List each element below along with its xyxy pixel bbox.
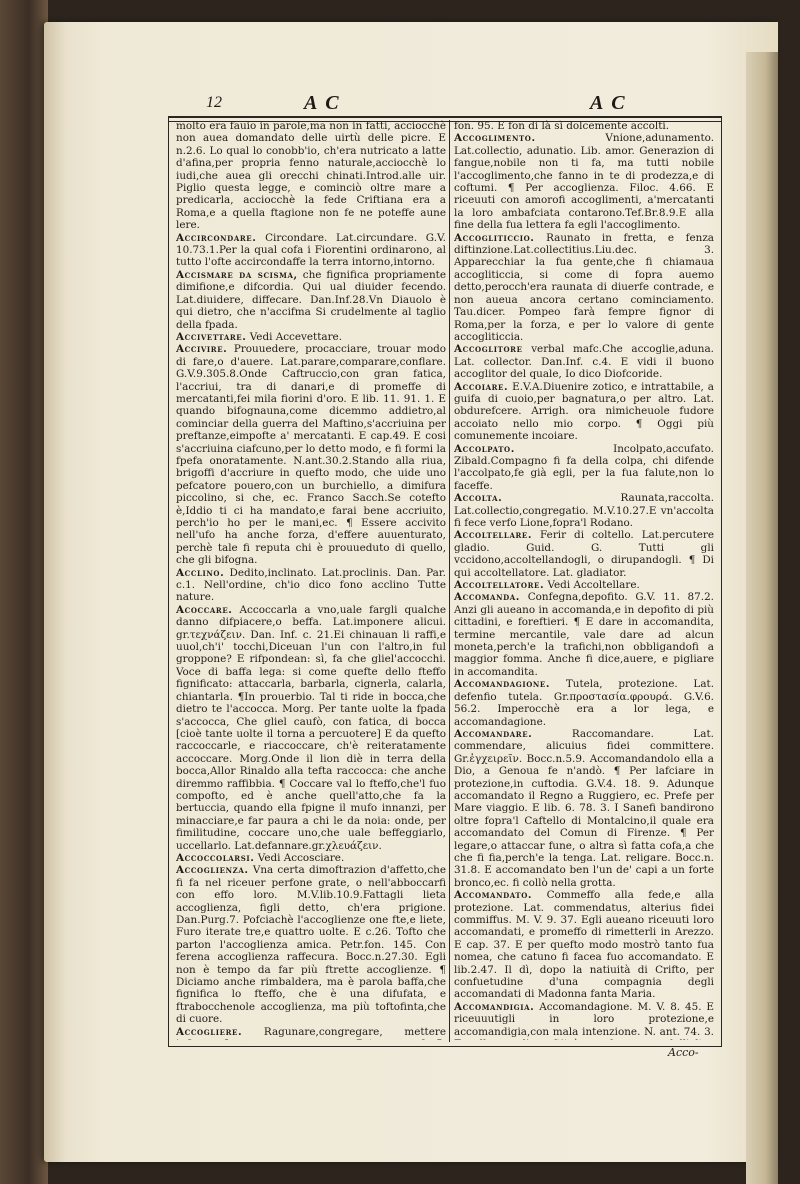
entry-headword: Accolpato. [454, 442, 515, 455]
entry-headword: Accoccolarsi. [176, 851, 255, 864]
dictionary-entry [454, 343, 714, 380]
entry-definition: Vedi Accevettare. [249, 330, 343, 343]
dictionary-entry [454, 579, 714, 591]
entry-definition: Raunato in fretta, e fenza diftinzione.Lat.collectitius.Liu.dec. 3. Apparecchiar la fua gente,che fi chiamaua accogliticcia, si come di fopra auemo detto,perocch'era raunata di diuerfe contrade, e non aueua ancora certano cominciamento. Tau.dicer. Pompeo farà fempre fignor di Roma,per la forza, e per lo valore di gente accogliticcia. [454, 231, 714, 343]
entry-definition: Confegna,depofito. G.V. 11. 87.2. Anzi gli aueano in accomanda,e in depofito di più cittadini, e foreftieri. ¶ E dare in accomandita, termine mercantile, vale dare ad alcun moneta,perch'e la trafichi,non obbligandofi a maggior fomma. Anche fi dice,auere, e pigliare in accomandita. [454, 591, 714, 678]
entry-headword: Accomanda. [454, 591, 520, 604]
dictionary-entry [454, 132, 714, 231]
entry-definition: Raccomandare. Lat. commendare, alicuius fidei committere. Gr.ἐγχειρεῖν. Bocc.n.5.9. Accomandandolo ella a Dio, a Genoua fe n'andò. ¶ Per lafciare in protezione,in cuftodia. G.V.4. 18. 9. Adunque accomandato il Regno a Ruggiero, ec. Prefe per Mare viaggio. E lib. 6. 78. 3. I Sanefi bandirono oltre fopra'l Caftello di Montalcino,il quale era accomandato del Comun di Firenze. ¶ Per legare,o attaccar fune, o altra sì fatta cofa,a che che fi fia,perch'e la tenga. Lat. religare. Bocc.n. 31.8. E accomandato ben l'un de' capi a un forte bronco,ec. fi collò nella grotta. [454, 727, 714, 889]
entry-headword: Accoiare. [454, 380, 509, 393]
dictionary-entry [176, 269, 446, 331]
page-number: 12 [206, 94, 222, 111]
entry-definition: verbal mafc.Che accoglie,aduna. Lat. collector. Dan.Inf. c.4. E vidi il buono accoglitor del quale, Io dico Diofcoride. [454, 343, 714, 381]
dictionary-entry [454, 1001, 714, 1040]
entry-headword: Accogliticcio. [454, 231, 535, 244]
entry-headword: Accivettare. [176, 330, 247, 343]
entry-definition: Ragunare,congregare, mettere [263, 1025, 446, 1038]
entry-headword: Accogliere. [176, 1025, 243, 1038]
entry-headword: Accismare da scisma, [176, 268, 298, 281]
entry-headword: Accomandigia. [454, 1000, 535, 1013]
entry-headword: Accoglimento. [454, 132, 536, 145]
entry-headword: Accoltellatore. [454, 579, 545, 592]
entry-definition: Vnione,adunamento. Lat.collectio, adunatio. Lib. amor. Generazion di fangue,nobile non ti fa, ma tutti nobile l'accoglimento,che fanno in te di prodezza,e di coftumi. ¶ Per accoglienza. Filoc. 4.66. E riceuuti con amorofi accoglimenti, a'mercatanti la loro ambafciata contarono.Tef.Br.8.9.E alla fine della fua lettera fa egli l'accoglimento. [454, 132, 714, 232]
entry-headword: Accomandare. [454, 727, 533, 740]
entry-definition: Incolpato,accufato. Zibald.Compagno fi fa della colpa, chi difende l'accolpato,fe già egli, per la fua falute,non lo faceffe. [454, 442, 714, 492]
entry-definition: Dedito,inclinato. Lat.proclinis. Dan. Par. c.1. Nell'ordine, ch'io dico fono acclino Tutte nature. [176, 566, 446, 604]
running-header [160, 94, 720, 114]
dictionary-entry [454, 492, 714, 529]
entry-definition: Commeffo alla fede,e alla protezione. Lat. commendatus, alterius fidei commiffus. M. V. 9. 37. Egli aueano riceuuti loro accomandati, e promeffo di rimetterli in Arezzo. E cap. 37. E per quefto modo mostrò tanto fua nomea, che catuno fi facea fuo accomandato. E lib.2.47. Il dì, dopo la natiuità di Crifto, per confuetudine d'una compagnia degli accomandati di Madonna fanta Maria. [454, 889, 714, 1001]
entry-definition: Vedi Accoltellare. [547, 579, 640, 592]
book-binding [0, 0, 48, 1184]
dictionary-entry [176, 1026, 446, 1040]
entry-definition: Tutela, protezione. Lat. defenfio tutela. Gr.προστασία.φρουρά. G.V.6. 56.2. Imperocchè era a lor lega, e accomandagione. [454, 678, 714, 728]
entry-definition: Vna certa dimoftrazion d'affetto,che fi fa nel riceuer perfone grate, o nell'abboccarfi con effo loro. M.V.lib.10.9.Fattagli lieta accoglienza, figli detto, ch'era prigione. Dan.Purg.7. Pofciachè l'accoglienze one fte,e liete, Furo iterate tre,e quattro uolte. E c.26. Tofto che parton l'accoglienza amica. Petr.fon. 145. Con ferena accoglienza raffecura. Bocc.n.27.30. Egli non è tempo da far più ftrette accoglienze. ¶ Diciamo anche rimbaldera, ma è parola baffa,che fignifica lo fteffo, che è una difufata, e ftrabocchenole accoglienza, ma più toftofinta,che di cuore. [176, 864, 446, 1026]
dictionary-entry [454, 529, 714, 579]
entry-definition: Accoccarla a vno,uale fargli qualche danno difpiacere,o beffa. Lat.imponere alicui. gr.τεχνάζειν. Dan. Inf. c. 21.Ei chinauan li raffi,e uuol,ch'i' tocchi,Diceuan l'un con l'altro,in ful groppone? E rifpondean: sì, fa che gliel'accocchi. Voce di baffa lega: si come quefte dello fteffo fignificato: attaccarla, barbarla, cignerla, calarla, chiantarla. ¶In prouerbio. Tal ti ride in bocca,che dietro te l'accocca. Morg. Per tante uolte la fpada s'accocca, Che gliel caufò, con fatica, di bocca [cioè tante uolte il torna a percuotere] E da quefto raccoccarle, e riaccoccare, ch'è reiteratamente accoccare. Morg.Onde il lion diè in terra della bocca,Allor Rinaldo alla tefta raccocca: che anche diremmo raffibbia. ¶ Coccare val lo fteffo,che'l fuo compofto, ed è anche quell'atto,che fa la bertuccia, quando ella fpigne il mufo innanzi, per minacciare,e far paura a chi le da noia: onde, per fimilitudine, coccare uno,che uale beffeggiarlo, uccellarlo. Lat.defannare.gr.χλευάζειν. [176, 603, 446, 852]
entry-definition: Ferir di coltello. Lat.percutere gladio. Guid. G. Tutti gli vccidono,accoltellandogli, o dirupandogli. ¶ Di qui accoltellatore. Lat. gladiator. [454, 529, 714, 579]
dictionary-entry [176, 864, 446, 1025]
entry-definition: Raunata,raccolta. Lat.collectio,congregatio. M.V.10.27.E vn'accolta fi fece verfo Lione,fopra'l Rodano. [454, 492, 714, 529]
entry-headword: Accomandagione. [454, 678, 551, 691]
left-column [176, 120, 446, 1040]
catchword: Acco- [668, 1046, 699, 1059]
entry-headword: Accoglitore [454, 343, 523, 356]
dictionary-entry [176, 120, 446, 232]
entry-headword: Accoltellare. [454, 529, 533, 542]
dictionary-entry [176, 232, 446, 269]
dictionary-entry [176, 567, 446, 604]
entry-definition: fon. 95. E fon di là sì dolcemente accolti. [454, 120, 670, 132]
dictionary-entry [454, 678, 714, 728]
entry-headword: Accircondare. [176, 231, 257, 244]
dictionary-entry [454, 232, 714, 344]
entry-definition: Accomandagione. M. V. 8. 45. E riceuuutigli in loro protezione,e accomandigia,con mala intenzione. N. ant. 74. 3. [454, 1000, 714, 1038]
dictionary-entry [176, 852, 446, 864]
entry-definition: Circondare. Lat.circundare. G.V. 10.73.1.Per la qual cofa i Fiorentini ordinarono, al tutto l'ofte accircondaffe la terra intorno,intorno. [176, 231, 446, 269]
entry-definition: Prouuedere, procacciare, trouar modo di fare,o d'auere. Lat.parare,comparare,conflare. G.V.9.305.8.Onde Caftruccio,con gran fatica, l'accriui, tra di danari,e di promeffe di mercatanti,fei mila fiorini d'oro. E lib. 11. 91. 1. E quando bifognauna,come dicemmo addietro,al cominciar della guerra del Maftino,s'accriuina per preftanze,eimpofte a' mercatanti. E cap.49. E cosi s'accriuina ciafcuno,per lo detto modo, e fi formi la fpefa onoratamente. N.ant.30.2.Stando alla riua, brigoffi d'accriure in quefto modo, che uide uno pefcatore pouero,con un burchiello, a dimifura piccolino, si che, ec. Franco Sacch.Se cotefto è,Iddio ti ci ha mandato,e farai bene accriuito, perch'io ho per le mani,ec. ¶ Essere accivito nell'ufo ha anche forza, d'effere auuenturato, perchè tale fi reputa chi è prouueduto di quello, che gli bifogna. [176, 343, 446, 567]
right-column [454, 120, 714, 1040]
dictionary-entry [454, 443, 714, 493]
entry-headword: Accolta. [454, 492, 503, 505]
entry-headword: Accoglienza. [176, 864, 249, 877]
dictionary-entry [454, 120, 714, 132]
right-column-letters: A C [590, 92, 627, 114]
entry-headword: Acclino. [176, 566, 225, 579]
entry-definition: E.V.A.Diuenire zotico, e intrattabile, a guifa di cuoio,per bagnatura,o per altro. Lat. obdurefcere. Arrigh. ora nimicheuole fudore accoiato nello mio corpo. ¶ Oggi più comunemente incoiare. [454, 380, 714, 443]
dictionary-entry [176, 343, 446, 566]
dictionary-entry [454, 728, 714, 889]
entry-definition: che fignifica propriamente dimifione,e difcordia. Qui ual diuider fecendo. Lat.diuidere, diffecare. Dan.Inf.28.Vn Diauolo è qui dietro, che n'accifma Si crudelmente al taglio della fpada. [176, 268, 446, 331]
dictionary-entry [454, 889, 714, 1001]
entry-definition: molto era fauio in parole,ma non in fatti, acciocchè non auea domandato delle uirtù delle picre. E n.2.6. Lo qual lo conobb'io, ch'era nutricato a latte d'afina,per propria fenno naturale,acciocchè lo iudi,che auea gli orecchi chinati.Introd.alle uir. Piglio questa legge, e cominciò oltre mare a predicarla, acciocchè la fede Criftiana era a Roma,e a quella ftagione non fe ne poteffe aune lere. [176, 120, 446, 232]
dictionary-entry [176, 604, 446, 852]
entry-headword: Accomandato. [454, 889, 533, 902]
dictionary-entry [454, 381, 714, 443]
entry-headword: Accivire. [176, 343, 228, 356]
column-divider [449, 120, 450, 1042]
dictionary-entry [454, 591, 714, 678]
entry-definition: Vedi Accosciare. [257, 851, 345, 864]
dictionary-entry [176, 331, 446, 343]
page-edge [746, 52, 778, 1184]
left-column-letters: A C [304, 92, 341, 114]
entry-headword: Acoccare. [176, 603, 233, 616]
